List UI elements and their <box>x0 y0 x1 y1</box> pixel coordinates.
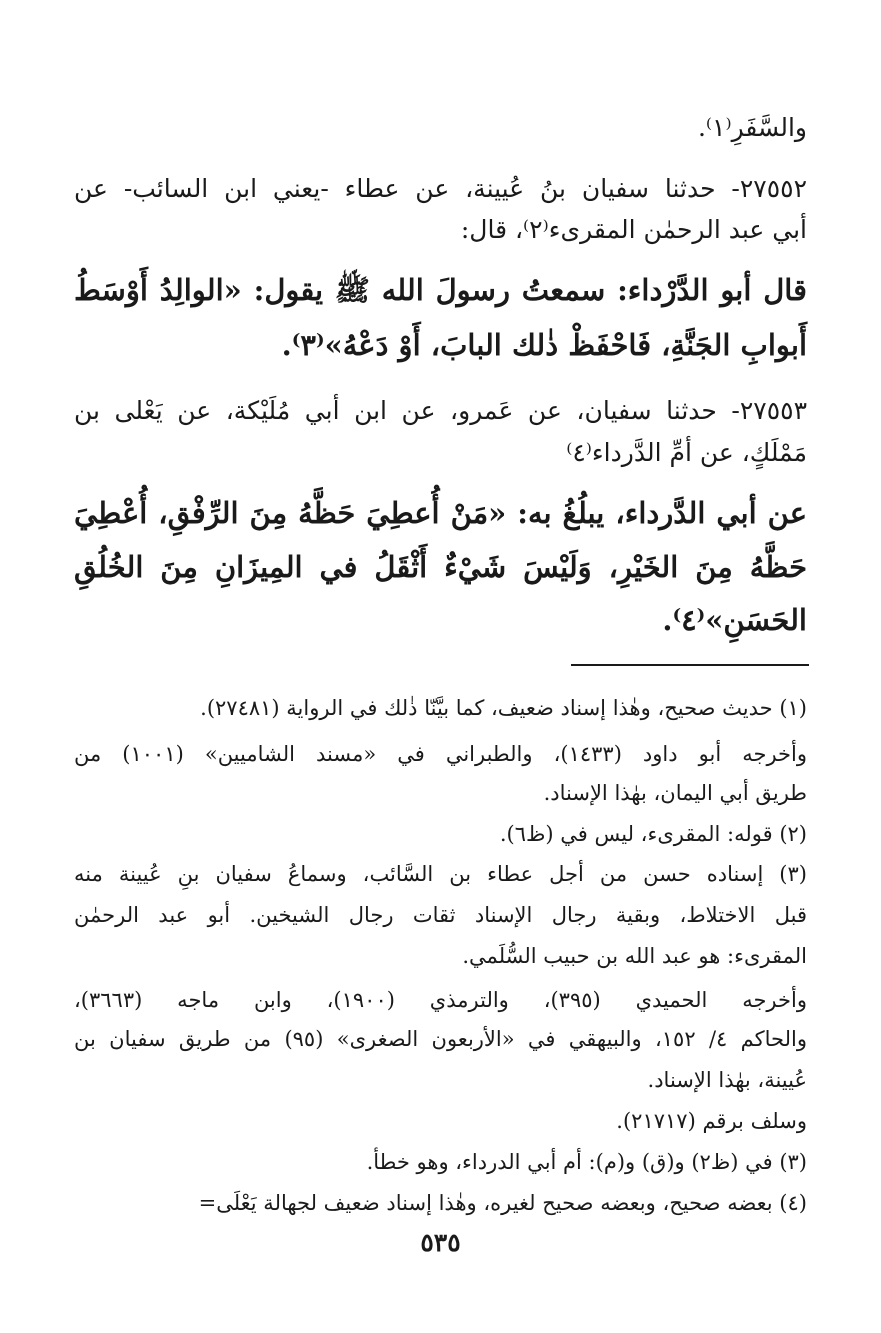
hadith-isnad-line: أبي عبد الرحمٰن المقرىء⁽٢⁾، قال: <box>460 215 807 244</box>
footnote-line: طريق أبي اليمان، بهٰذا الإسناد. <box>543 781 807 805</box>
footnote-line: والحاكم ٤/ ١٥٢، والبيهقي في «الأربعون الصغرى» (٩٥) من طريق سفيان بن <box>74 1027 807 1051</box>
footnote-line: (٣) في (ظ٢) و(ق) و(م): أم أبي الدرداء، وهو خطأ. <box>366 1150 807 1174</box>
hadith-matn-line: حَظَّهُ مِنَ الخَيْرِ، وَلَيْسَ شَيْءٌ أَثْقَلُ في المِيزَانِ مِنَ الخُلُقِ <box>74 550 807 584</box>
hadith-matn-line: عن أبي الدَّرداء، يبلُغُ به: «مَنْ أُعطِيَ حَظَّهُ مِنَ الرِّفْقِ، أُعْطِيَ <box>74 496 807 530</box>
hadith-matn-line: الحَسَنِ»⁽٤⁾. <box>662 603 807 637</box>
hadith-isnad-line: ٢٧٥٥٣- حدثنا سفيان، عن عَمرو، عن ابن أبي مُلَيْكة، عن يَعْلى بن <box>74 396 807 425</box>
footnote-line: (٣) إسناده حسن من أجل عطاء بن السَّائب، وسماعُ سفيان بنِ عُيينة منه <box>74 862 807 886</box>
footnote-line: وأخرجه الحميدي (٣٩٥)، والترمذي (١٩٠٠)، وابن ماجه (٣٦٦٣)، <box>74 988 807 1012</box>
footnote-line: (٢) قوله: المقرىء، ليس في (ظ٦). <box>499 822 807 846</box>
footnote-line: قبل الاختلاط، وبقية رجال الإسناد ثقات رجال الشيخين. أبو عبد الرحمٰن <box>74 903 807 927</box>
footnote-line: (١) حديث صحيح، وهٰذا إسناد ضعيف، كما بيَّنّا ذٰلك في الرواية (٢٧٤٨١). <box>200 696 807 720</box>
footnote-line: (٤) بعضه صحيح، وبعضه صحيح لغيره، وهٰذا إسناد ضعيف لجهالة يَعْلَى= <box>198 1191 807 1215</box>
hadith-matn-line: قال أبو الدَّرْداء: سمعتُ رسولَ الله ﷺ يقول: «الوالِدُ أَوْسَطُ <box>74 273 807 307</box>
hadith-isnad-line: مَمْلَكٍ، عن أمِّ الدَّرداء⁽٤⁾ <box>566 438 807 467</box>
footnote-line: المقرىء: هو عبد الله بن حبيب السُّلَمي. <box>462 944 807 968</box>
footnote-line: وسلف برقم (٢١٧١٧). <box>616 1109 807 1133</box>
page-number: ٥٣٥ <box>420 1228 461 1257</box>
hadith-isnad-line: ٢٧٥٥٢- حدثنا سفيان بنُ عُيينة، عن عطاء -يعني ابن السائب- عن <box>74 174 807 203</box>
hadith-matn-line: أَبوابِ الجَنَّةِ، فَاحْفَظْ ذٰلك البابَ، أَوْ دَعْهُ»⁽٣⁾. <box>281 328 807 362</box>
footnote-line: وأخرجه أبو داود (١٤٣٣)، والطبراني في «مسند الشاميين» (١٠٠١) من <box>74 742 808 766</box>
main-text-line: والسَّفَرِ⁽١⁾. <box>697 113 807 142</box>
footnote-separator <box>571 664 809 666</box>
footnote-line: عُيينة، بهٰذا الإسناد. <box>647 1068 807 1092</box>
